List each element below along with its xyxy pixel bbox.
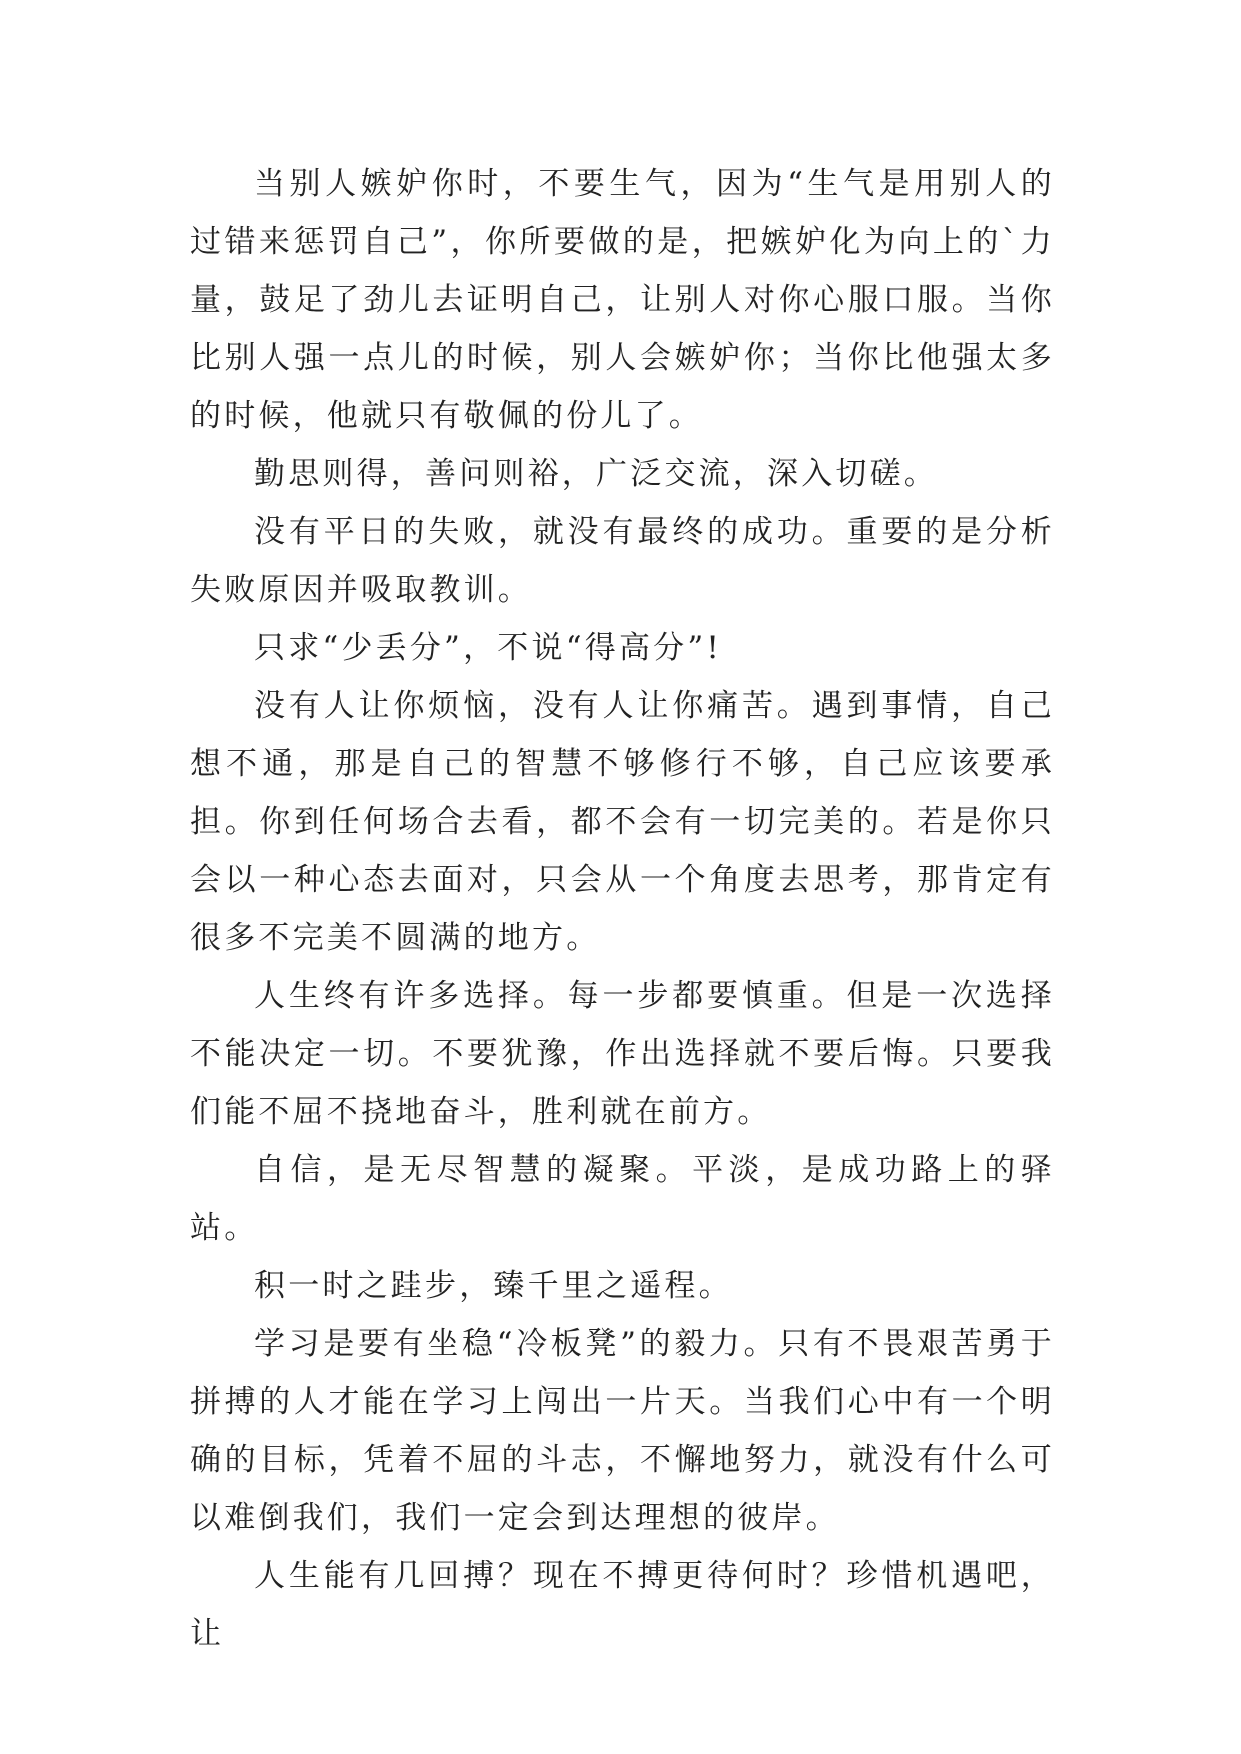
- paragraph-seize-chance: 人生能有几回搏？现在不搏更待何时？珍惜机遇吧，让: [190, 1558, 1055, 1652]
- paragraph-fewer-points-lost: 只求“少丢分”，不说“得高分”!: [254, 630, 723, 666]
- paragraph-confidence: 自信，是无尽智慧的凝聚。平淡，是成功路上的驿站。: [190, 1152, 1055, 1246]
- paragraph-diligent-thinking: 勤思则得，善问则裕，广泛交流，深入切磋。: [254, 456, 938, 492]
- paragraph-study-perseverance: 学习是要有坐稳“冷板凳”的毅力。只有不畏艰苦勇于拼搏的人才能在学习上闯出一片天。当我们心中有一个明确的目标，凭着不屈的斗志，不懈地努力，就没有什么可以难倒我们，我们一定会到达理想的彼岸。: [190, 1326, 1055, 1536]
- paragraph-jealousy: 当别人嫉妒你时，不要生气，因为“生气是用别人的过错来惩罚自己”，你所要做的是，把嫉妒化为向上的`力量，鼓足了劲儿去证明自己，让别人对你心服口服。当你比别人强一点儿的时候，别人会嫉妒你；当你比他强太多的时候，他就只有敬佩的份儿了。: [190, 166, 1055, 434]
- paragraph-small-steps: 积一时之跬步，臻千里之遥程。: [254, 1268, 733, 1304]
- paragraph-no-one-troubles-you: 没有人让你烦恼，没有人让你痛苦。遇到事情，自己想不通，那是自己的智慧不够修行不够，自己应该要承担。你到任何场合去看，都不会有一切完美的。若是你只会以一种心态去面对，只会从一个角度去思考，那肯定有很多不完美不圆满的地方。: [190, 688, 1055, 956]
- document-body: [190, 155, 1055, 1663]
- paragraph-failure: 没有平日的失败，就没有最终的成功。重要的是分析失败原因并吸取教训。: [190, 514, 1055, 608]
- paragraph-life-choices: 人生终有许多选择。每一步都要慎重。但是一次选择不能决定一切。不要犹豫，作出选择就不要后悔。只要我们能不屈不挠地奋斗，胜利就在前方。: [190, 978, 1055, 1130]
